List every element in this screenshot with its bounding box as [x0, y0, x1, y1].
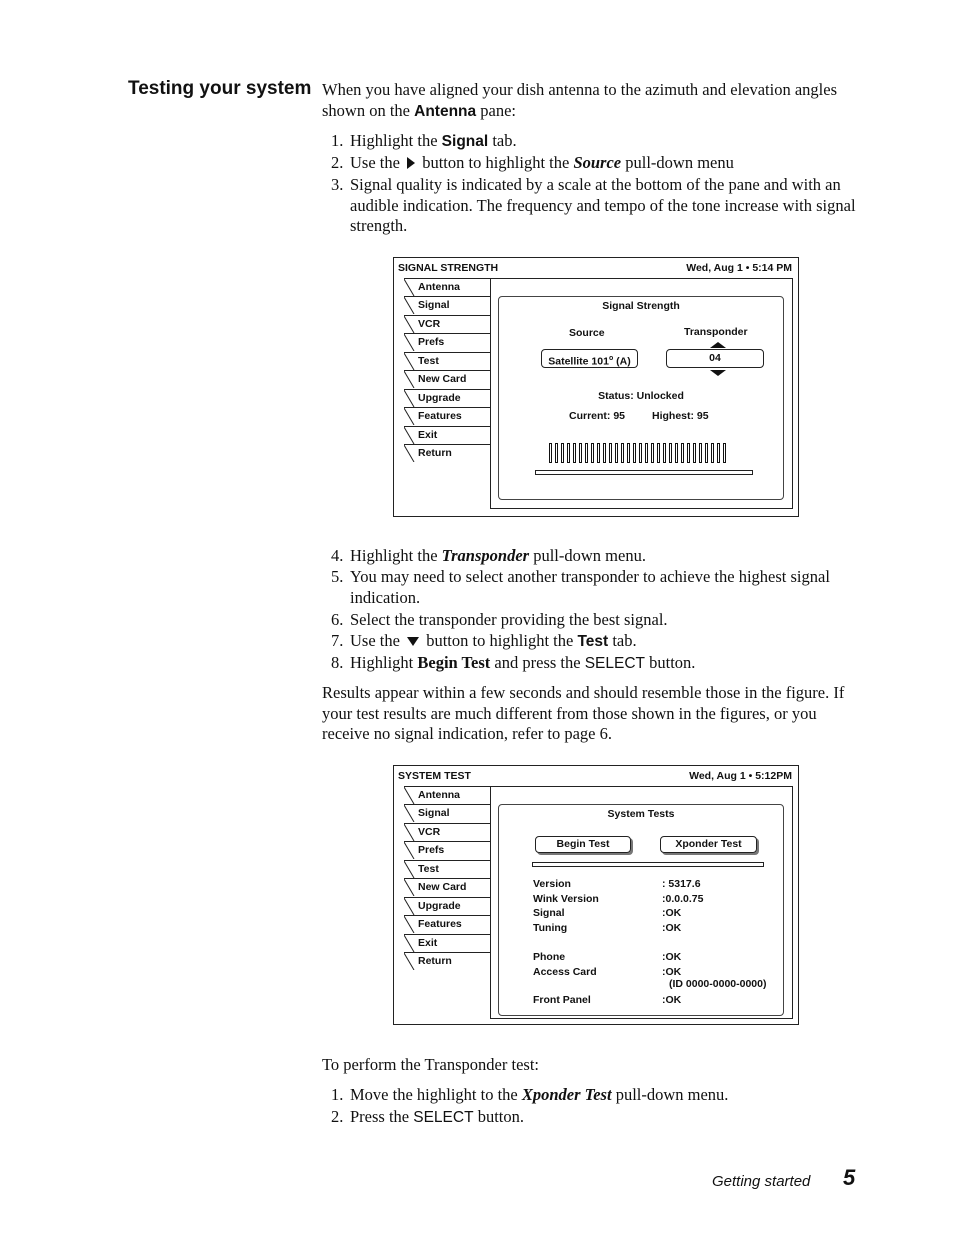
signal-bar — [627, 443, 630, 463]
row-label: Front Panel — [533, 994, 591, 1006]
row-value: :0.0.0.75 — [662, 893, 704, 905]
signal-bar — [711, 443, 714, 463]
tab-upgrade[interactable] — [404, 897, 490, 915]
step-5: You may need to select another transponder to achieve the highest signal indication. — [350, 567, 830, 607]
signal-pane — [498, 296, 784, 500]
progress-bar — [532, 862, 764, 867]
card-id: (ID 0000-0000-0000) — [669, 978, 767, 990]
step-text: button. — [473, 1107, 524, 1126]
tab-return[interactable] — [404, 444, 490, 462]
signal-bar — [639, 443, 642, 463]
antenna-term: Antenna — [414, 102, 477, 120]
tab-edge-icon — [404, 445, 415, 462]
intro-paragraph — [322, 80, 867, 122]
row-value: : 5317.6 — [662, 878, 701, 890]
tab-label: Antenna — [418, 281, 460, 293]
row-value: :OK — [662, 922, 682, 934]
row-label: Tuning — [533, 922, 568, 934]
step-text: pull-down menu — [621, 153, 734, 172]
tab-edge-icon — [404, 297, 415, 314]
transponder-label: Transponder — [684, 326, 748, 338]
tab-edge-icon — [404, 824, 415, 841]
tab-label: Features — [418, 410, 462, 422]
signal-bar — [609, 443, 612, 463]
row-value: :OK — [662, 966, 682, 978]
row-value: :OK — [662, 951, 682, 963]
select-term: SELECT — [413, 1109, 474, 1126]
down-triangle-icon — [407, 637, 419, 646]
step-number: 3. — [331, 175, 344, 194]
signal-bar — [597, 443, 600, 463]
tab-label: Return — [418, 447, 452, 459]
row-label: Version — [533, 878, 571, 890]
signal-bar — [579, 443, 582, 463]
tab-label: Upgrade — [418, 392, 461, 404]
tab-label: New Card — [418, 881, 467, 893]
signal-bar — [705, 443, 708, 463]
tab-test[interactable] — [404, 860, 490, 878]
signal-bar — [657, 443, 660, 463]
tab-edge-icon — [404, 334, 415, 351]
signal-bar — [585, 443, 588, 463]
signal-bar — [603, 443, 606, 463]
begin-test-button[interactable]: Begin Test — [535, 836, 631, 853]
signal-meter — [549, 443, 739, 463]
test-term: Test — [577, 633, 609, 650]
source-suffix: (A) — [613, 355, 631, 368]
signal-strength-screen — [393, 257, 799, 517]
tab-features[interactable] — [404, 407, 490, 425]
tab-antenna[interactable] — [404, 278, 490, 296]
step-text: Highlight the — [350, 546, 442, 565]
signal-bar — [699, 443, 702, 463]
step-8 — [350, 653, 870, 675]
screen-title: SIGNAL STRENGTH — [398, 262, 499, 274]
meter-baseline — [535, 470, 753, 475]
tab-edge-icon — [404, 953, 415, 970]
tab-label: VCR — [418, 826, 441, 838]
section-heading: Testing your system — [128, 78, 312, 99]
row-label: Wink Version — [533, 893, 599, 905]
signal-bar — [693, 443, 696, 463]
system-tests-pane — [498, 804, 784, 1016]
degree-sup: o — [608, 355, 614, 362]
tab-vcr[interactable] — [404, 823, 490, 841]
tab-exit[interactable] — [404, 426, 490, 444]
row-label: Phone — [533, 951, 566, 963]
row-label: Access Card — [533, 966, 597, 978]
signal-bar — [645, 443, 648, 463]
tab-edge-icon — [404, 935, 415, 952]
tab-label: Signal — [418, 299, 450, 311]
step-text: pull-down menu. — [611, 1085, 729, 1104]
step-text: button to highlight the — [418, 153, 574, 172]
signal-bar — [561, 443, 564, 463]
step-number: 1. — [331, 1085, 344, 1104]
tab-vcr[interactable] — [404, 315, 490, 333]
signal-bar — [651, 443, 654, 463]
tab-test[interactable] — [404, 352, 490, 370]
tab-label: Exit — [418, 937, 438, 949]
intro-text-end: pane: — [476, 100, 516, 120]
tab-prefs[interactable] — [404, 333, 490, 351]
step-number: 1. — [331, 131, 344, 150]
row-value: :OK — [662, 907, 682, 919]
signal-bar — [663, 443, 666, 463]
xponder-test-button[interactable]: Xponder Test — [660, 836, 757, 853]
signal-bar — [549, 443, 552, 463]
transponder-dropdown[interactable]: 04 — [666, 349, 764, 368]
screen-date: Wed, Aug 1 • 5:14 PM — [686, 262, 792, 274]
tab-edge-icon — [404, 879, 415, 896]
tab-edge-icon — [404, 316, 415, 333]
step-6: Select the transponder providing the best signal. — [350, 610, 668, 629]
tab-label: Test — [418, 355, 439, 367]
source-term: Source — [573, 153, 622, 172]
highest-value: Highest: 95 — [652, 410, 709, 422]
step-number: 5. — [331, 567, 344, 586]
tab-edge-icon — [404, 408, 415, 425]
xponder-term: Xponder Test — [521, 1085, 612, 1104]
step-text: tab. — [608, 631, 637, 650]
step-number: 4. — [331, 546, 344, 565]
down-arrow-icon[interactable] — [710, 370, 726, 376]
source-value: Satellite 101 — [548, 355, 609, 368]
up-arrow-icon[interactable] — [710, 342, 726, 348]
step-4 — [350, 546, 870, 567]
step-text: button to highlight the — [422, 631, 578, 650]
tab-label: Prefs — [418, 336, 445, 348]
pane-title: System Tests — [607, 808, 675, 820]
tab-edge-icon — [404, 916, 415, 933]
step-text: tab. — [488, 131, 517, 150]
step-3: Signal quality is indicated by a scale at the bottom of the pane and with an audible indication. The frequency and tempo of the tone increase with signal strength. — [350, 175, 856, 235]
tab-edge-icon — [404, 427, 415, 444]
step-text: Use the — [350, 631, 405, 650]
tab-label: Upgrade — [418, 900, 461, 912]
tab-label: Features — [418, 918, 462, 930]
xponder-step-1 — [350, 1085, 870, 1106]
tab-new-card[interactable] — [404, 878, 490, 896]
signal-term: Signal — [441, 133, 489, 150]
status-text: Status: Unlocked — [598, 390, 684, 402]
signal-bar — [591, 443, 594, 463]
transponder-term: Transponder — [441, 546, 530, 565]
tab-edge-icon — [404, 805, 415, 822]
page-number: 5 — [843, 1165, 856, 1190]
tab-label: New Card — [418, 373, 467, 385]
select-term: SELECT — [584, 655, 646, 672]
signal-bar — [723, 443, 726, 463]
tab-signal[interactable] — [404, 804, 490, 822]
step-text: Move the highlight to the — [350, 1085, 522, 1104]
tab-signal[interactable] — [404, 296, 490, 314]
tab-label: Return — [418, 955, 452, 967]
source-dropdown[interactable] — [541, 349, 638, 368]
tab-return[interactable] — [404, 952, 490, 970]
tab-edge-icon — [404, 371, 415, 388]
signal-bar — [573, 443, 576, 463]
step-number: 2. — [331, 153, 344, 172]
step-text: Highlight — [350, 653, 418, 672]
tab-prefs[interactable] — [404, 841, 490, 859]
tab-antenna[interactable] — [404, 786, 490, 804]
signal-bar — [687, 443, 690, 463]
signal-bar — [717, 443, 720, 463]
signal-bar — [567, 443, 570, 463]
step-text: Press the — [350, 1107, 414, 1126]
step-text: and press the — [490, 653, 585, 672]
source-label: Source — [569, 327, 605, 339]
step-2 — [350, 153, 870, 174]
tab-new-card[interactable] — [404, 370, 490, 388]
tab-label: Test — [418, 863, 439, 875]
tab-label: Antenna — [418, 789, 460, 801]
footer-section: Getting started — [712, 1173, 811, 1190]
step-number: 8. — [331, 653, 344, 672]
tab-label: VCR — [418, 318, 441, 330]
signal-bar — [615, 443, 618, 463]
step-7 — [350, 631, 870, 653]
tab-edge-icon — [404, 353, 415, 370]
xponder-step-2 — [350, 1107, 870, 1129]
screen-title: SYSTEM TEST — [398, 770, 471, 782]
step-text: Highlight the — [350, 131, 442, 150]
results-paragraph: Results appear within a few seconds and should resemble those in the figure. If your test results are much different from those shown in the figures, or you receive no signal indication, refer to page 6. — [322, 683, 845, 743]
row-value: :OK — [662, 994, 682, 1006]
tab-label: Prefs — [418, 844, 445, 856]
right-triangle-icon — [407, 157, 415, 169]
step-number: 7. — [331, 631, 344, 650]
step-text: button. — [645, 653, 696, 672]
pane-title: Signal Strength — [602, 300, 680, 312]
signal-bar — [675, 443, 678, 463]
tab-label: Signal — [418, 807, 450, 819]
screen-date: Wed, Aug 1 • 5:12PM — [689, 770, 792, 782]
step-number: 6. — [331, 610, 344, 629]
signal-bar — [669, 443, 672, 463]
tab-edge-icon — [404, 390, 415, 407]
tab-edge-icon — [404, 861, 415, 878]
signal-bar — [681, 443, 684, 463]
step-1 — [350, 131, 870, 153]
current-value: Current: 95 — [569, 410, 626, 422]
tab-edge-icon — [404, 279, 415, 296]
tab-edge-icon — [404, 898, 415, 915]
tab-exit[interactable] — [404, 934, 490, 952]
system-test-screen — [393, 765, 799, 1025]
tab-upgrade[interactable] — [404, 389, 490, 407]
signal-bar — [633, 443, 636, 463]
row-label: Signal — [533, 907, 565, 919]
signal-bar — [621, 443, 624, 463]
begin-test-term: Begin Test — [417, 653, 491, 672]
step-text: Use the — [350, 153, 405, 172]
tab-edge-icon — [404, 787, 415, 804]
step-text: pull-down menu. — [529, 546, 646, 565]
transponder-intro: To perform the Transponder test: — [322, 1055, 539, 1074]
signal-bar — [555, 443, 558, 463]
tab-label: Exit — [418, 429, 438, 441]
step-number: 2. — [331, 1107, 344, 1126]
tab-edge-icon — [404, 842, 415, 859]
tab-features[interactable] — [404, 915, 490, 933]
intro-text: When you have aligned your dish antenna to the azimuth and elevation angles shown on the — [322, 80, 838, 120]
